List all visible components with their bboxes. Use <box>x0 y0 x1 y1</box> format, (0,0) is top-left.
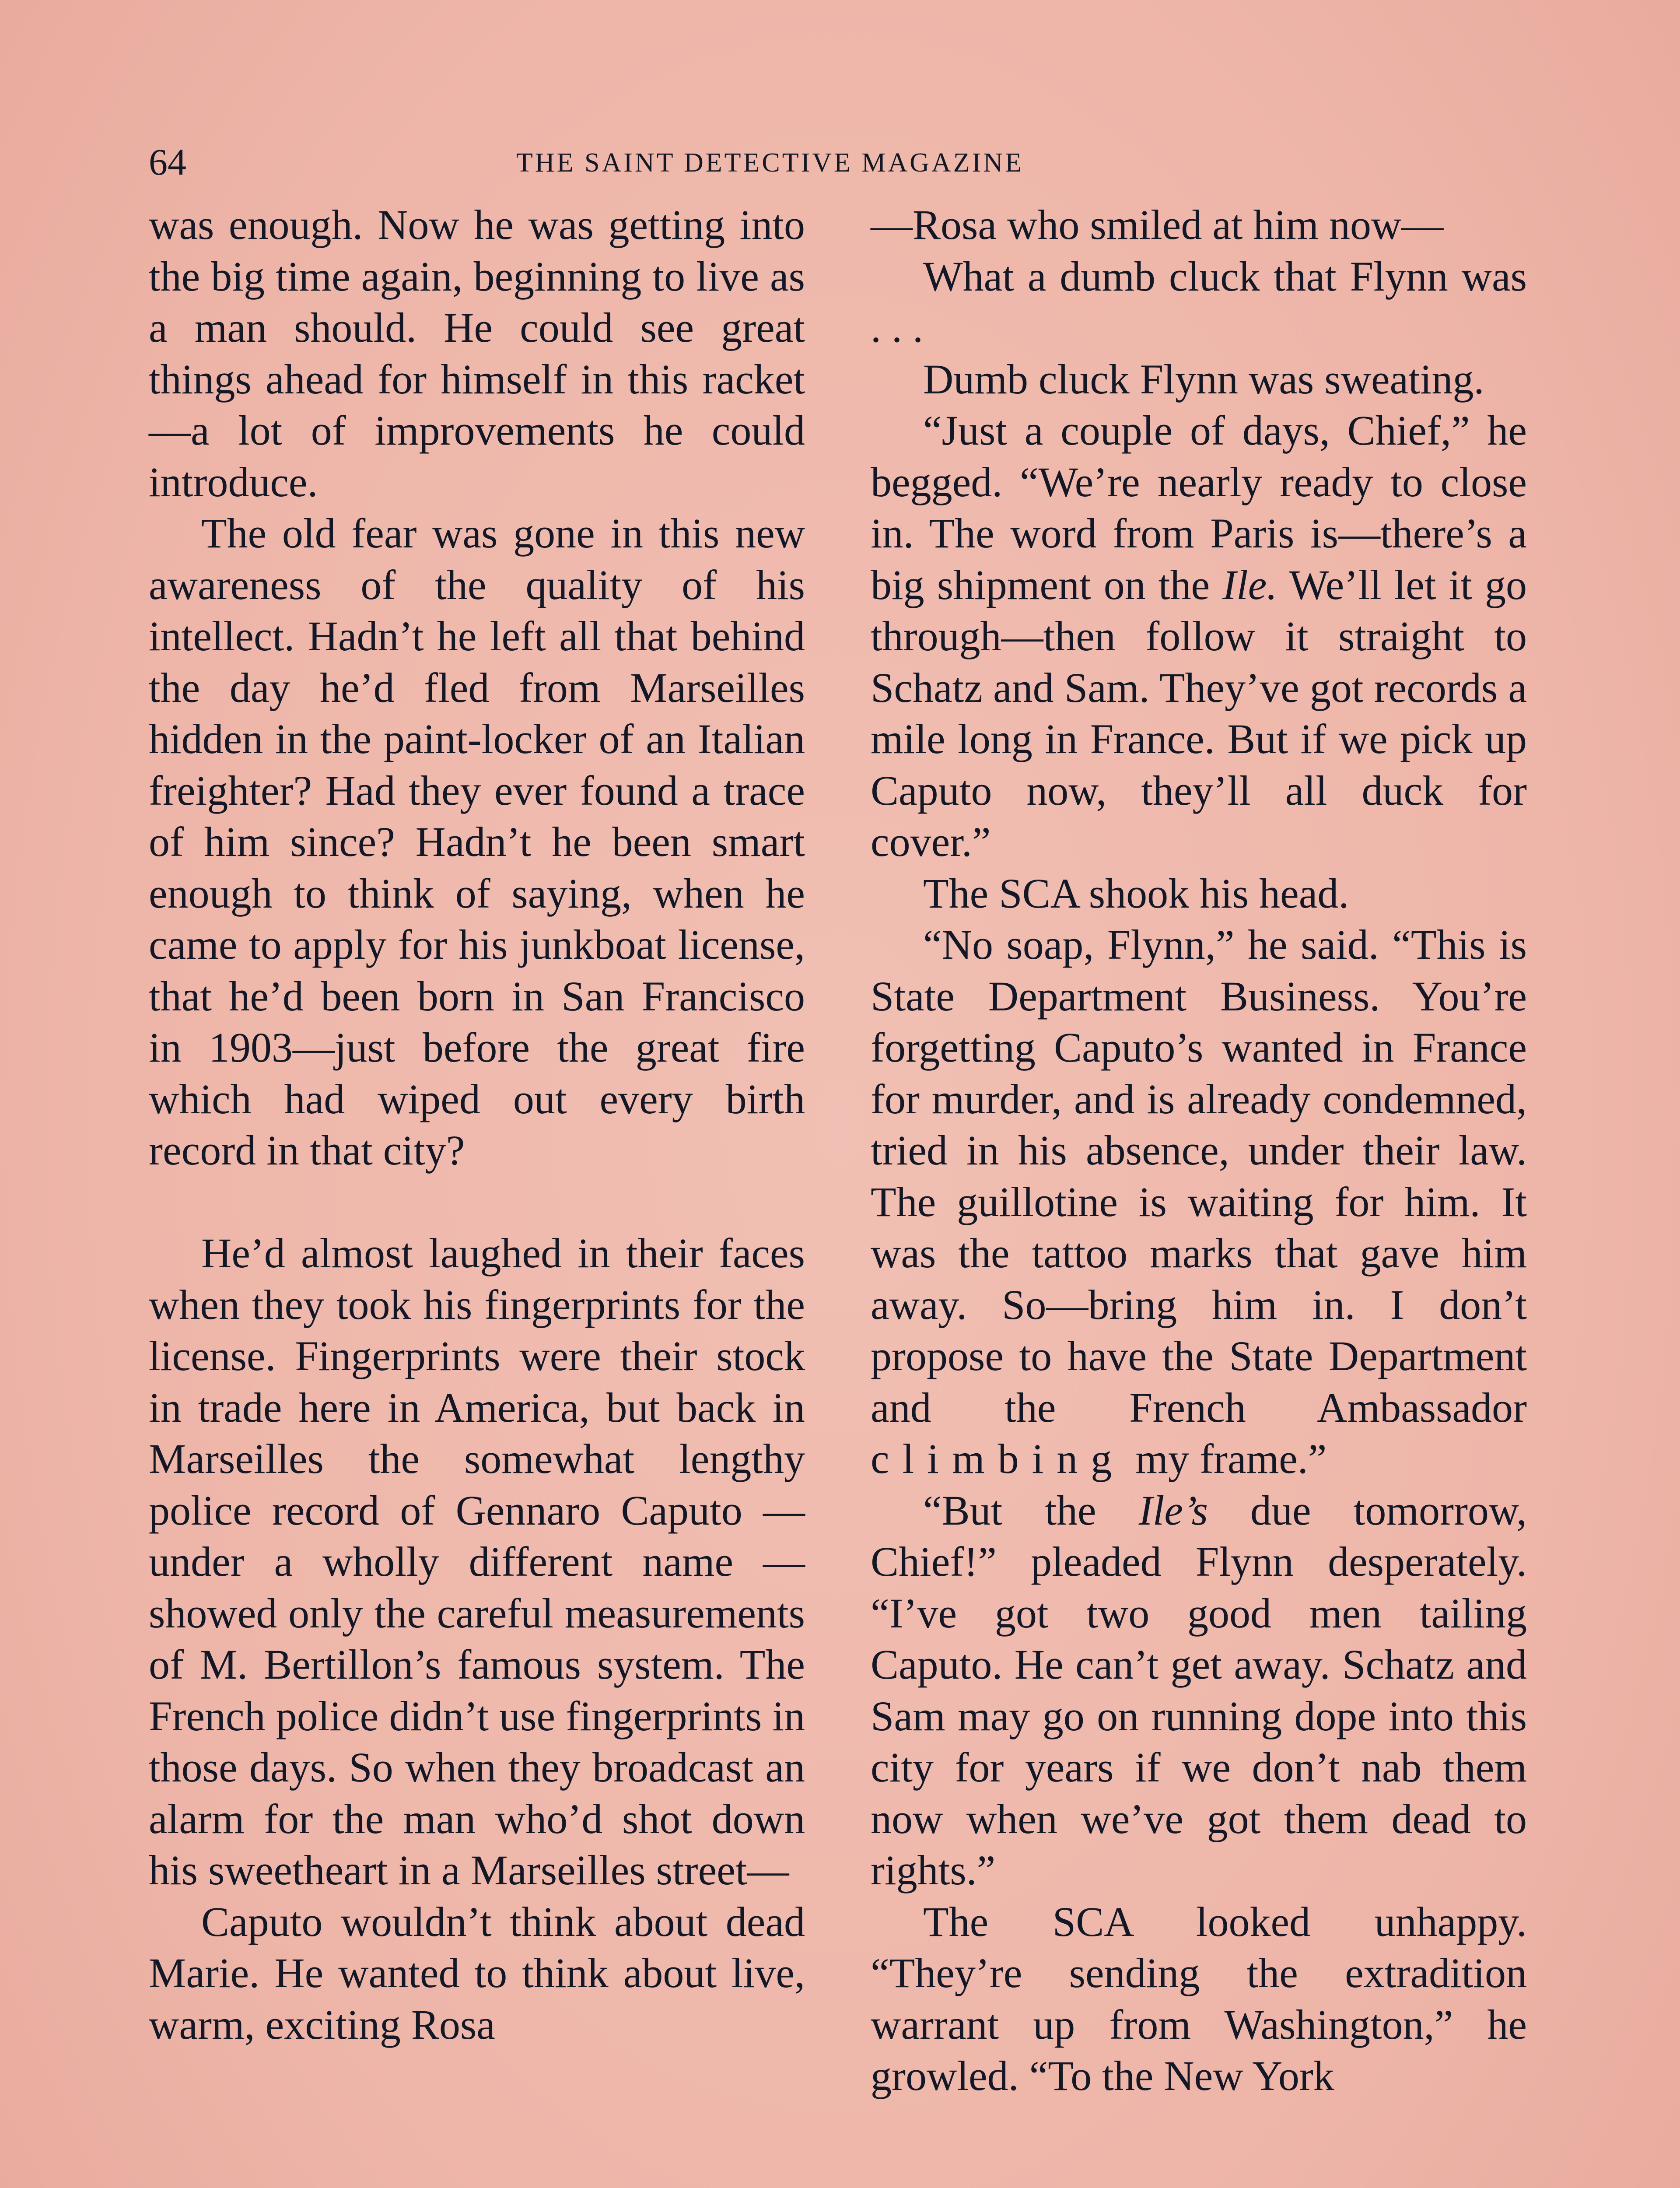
right-column <box>871 199 1527 2102</box>
paragraph-text: “Just a couple of days, Chief,” he begged. “We’re nearly ready to close in. The word from Paris is—there’s a big shipment on the <box>871 407 1527 608</box>
paragraph <box>871 919 1527 1485</box>
ship-name: Ile. <box>1222 561 1278 608</box>
paragraph-text: due tomorrow, Chief!” pleaded Flynn desperately. “I’ve got two good men tailing Caputo. He can’t get away. Schatz and Sam may go on running dope into this city for years if we don’t nab them now when we’ve got them dead to rights.” <box>871 1487 1527 1893</box>
paragraph: Caputo wouldn’t think about dead Marie. He wanted to think about live, warm, exciting Rosa <box>149 1898 805 2048</box>
paragraph: —Rosa who smiled at him now— <box>871 201 1444 248</box>
spaced-word: climbing <box>871 1435 1125 1482</box>
paragraph-text: We’ll let it go through—then follow it straight to Schatz and Sam. They’ve got records a mile long in France. But if we pick up Caputo now, they’ll all duck for cover.” <box>871 561 1527 865</box>
paragraph: The old fear was gone in this new awareness of the quality of his intellect. Hadn’t he left all that behind the day he’d fled from Marseilles hidden in the paint-locker of an Italian freighter? Had they ever found a trace of him since? Hadn’t he been smart enough to think of saying, when he came to apply for his junkboat license, that he’d been born in San Francisco in 1903—just before the great fire which had wiped out every birth record in that city? <box>149 510 805 1174</box>
paragraph: What a dumb cluck that Flynn was . . . <box>871 252 1527 351</box>
running-title: THE SAINT DETECTIVE MAGAZINE <box>516 148 1024 178</box>
ship-name: Ile’s <box>1138 1487 1208 1534</box>
paragraph <box>871 1485 1527 1896</box>
page-header <box>0 131 1680 193</box>
left-column <box>149 199 805 2050</box>
paragraph-text: my frame.” <box>1135 1435 1327 1482</box>
page-number: 64 <box>149 141 186 183</box>
paragraph: The SCA shook his head. <box>923 870 1349 917</box>
paragraph: The SCA looked unhappy. “They’re sending the extradition warrant up from Washington,” he growled. “To the New York <box>871 1898 1527 2099</box>
paragraph: was enough. Now he was getting into the big time again, beginning to live as a man should. He could see great things ahead for himself in this racket—a lot of improvements he could introduce. <box>149 201 805 505</box>
paragraph-text: “No soap, Flynn,” he said. “This is State Department Business. You’re forgetting Caputo’s wanted in France for murder, and is already condemned, tried in his absence, under their law. The guillotine is waiting for him. It was the tattoo marks that gave him away. So—bring him in. I don’t propose to have the State Department and the French Ambassador <box>871 921 1527 1431</box>
paragraph: Dumb cluck Flynn was sweating. <box>923 355 1484 403</box>
paragraph-text: “But the <box>923 1487 1096 1534</box>
paragraph: He’d almost laughed in their faces when they took his fingerprints for the license. Fingerprints were their stock in trade here in America, but back in Marseilles the somewhat lengthy police record of Gennaro Caputo —under a wholly different name —showed only the careful measurements of M. Bertillon’s famous system. The French police didn’t use fingerprints in those days. So when they broadcast an alarm for the man who’d shot down his sweetheart in a Marseilles street— <box>149 1230 805 1893</box>
paragraph <box>871 405 1527 868</box>
